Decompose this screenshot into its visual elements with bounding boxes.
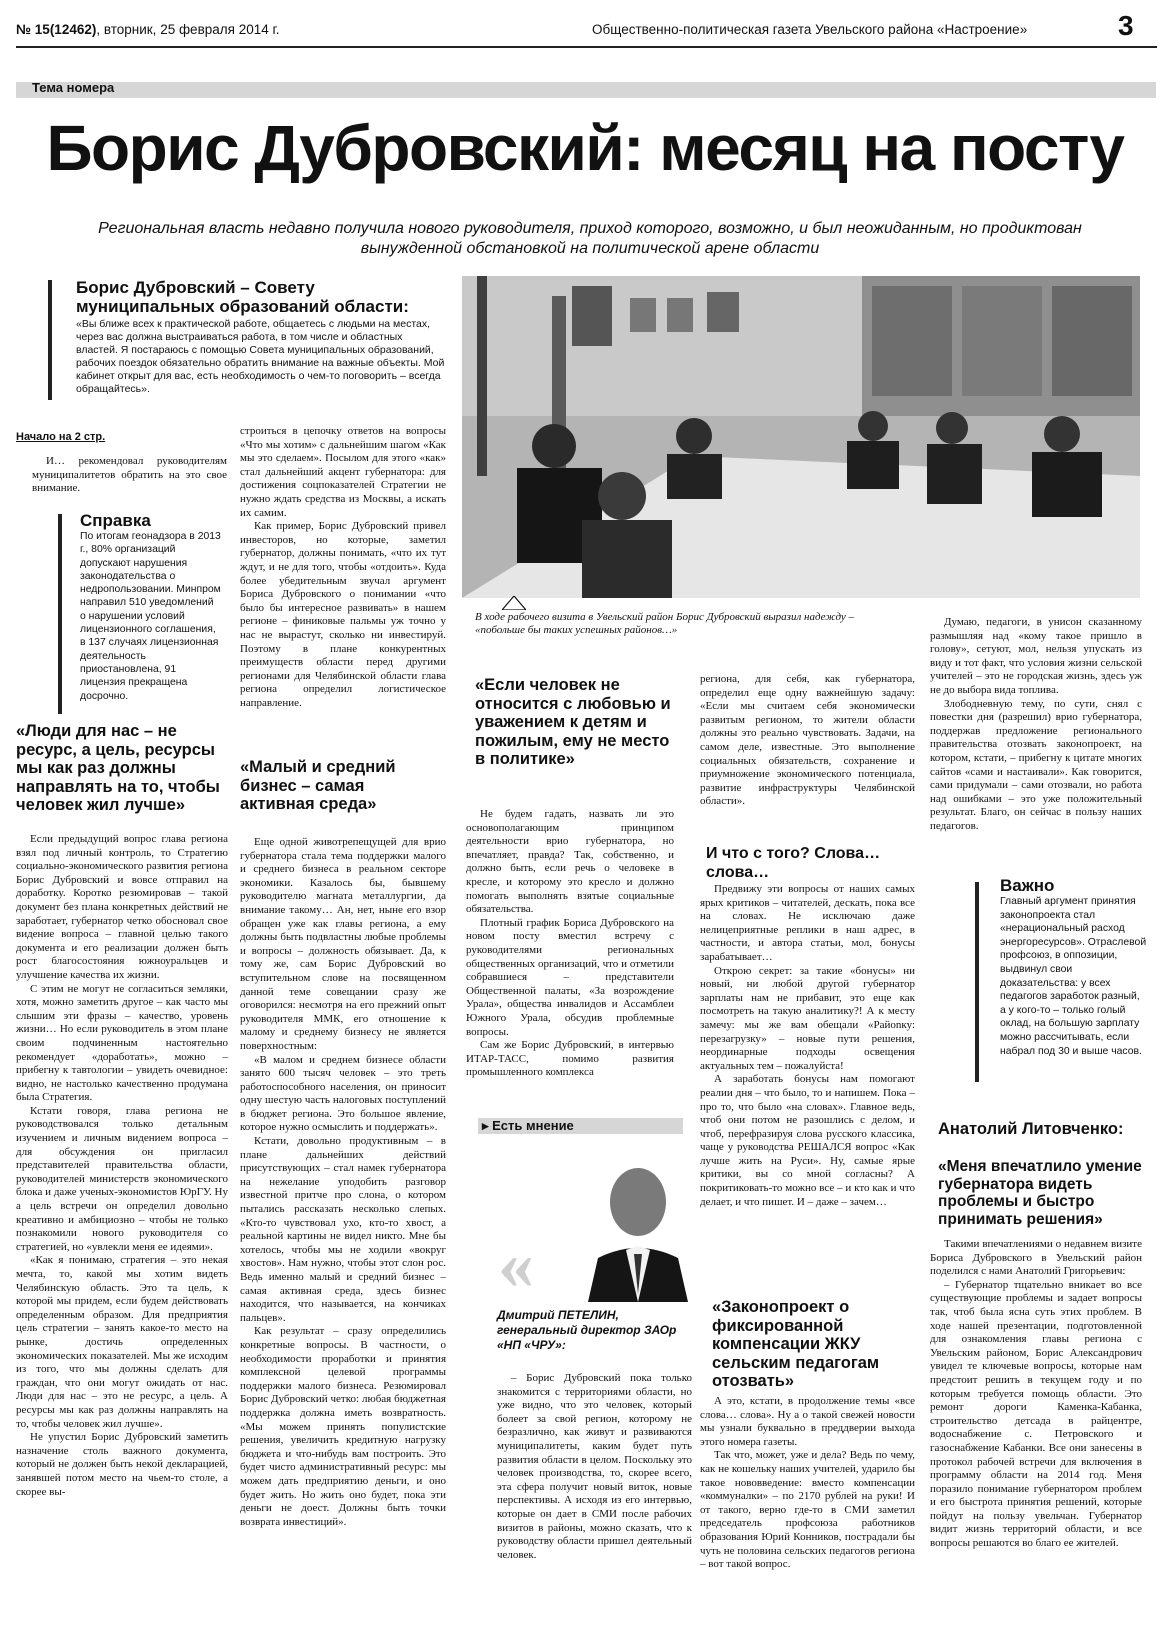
col4-p3: А заработать бонусы нам помогают реалии дня – что было, то и напишем. Пока – про то, что было «на словах». Главное ведь, чтоб они потом не разошлись с делом, и чтоб, перефразируя слова русского классика, чаще у руководства РЕШАЛСЯ вопрос «Как лучше жить на Руси». Ну, самые ярые критики, вы со мной согласны? А покритиковать-то можно все – и кто как и что делает, и что пишет. И – даже – зачем… — [700, 1073, 915, 1208]
col2-p1: Еще одной животрепещущей для врио губернатора стала тема поддержки малого и среднего бизнеса в реальном секторе экономики. Казалось бы, бывшему руководителю магната металлургии, да внимание такому… Ан, нет, ныне его взор обращен уже как главы региона, а ему должны быть подвластны любые проблемы и вопросы – должность обязывает. Да, к тому же, сам Борис Дубровский во вступительном слове на посвященном данной теме совещании сразу же оговорился: несмотря на его прежний опыт руководителя ММК, его отношение к малому и среднему бизнесу не является поверхностным: — [240, 836, 446, 1052]
col3-p3: Сам же Борис Дубровский, в интервью ИТАР-ТАСС, помимо развития промышленного комплекса — [466, 1039, 674, 1079]
col4-subhead: И что с того? Слова… слова… — [706, 845, 881, 881]
meeting-photo — [462, 276, 1140, 598]
important-title: Важно — [1000, 876, 1055, 895]
col3-p1: Не будем гадать, назвать ли это основополагающим принципом деятельности врио губернатора, но впечатляет, правда? Так, собственно, и должно быть, если речь о человеке в кресле, и которому это кресло и должно помогать выполнять взятые социальные обязательства. — [466, 808, 674, 916]
col5-top-p2: Злободневную тему, по сути, снял с повестки дня (разрешил) врио губернатора, поддержав предложение регионального правительства отозвать законопроект, на котором, кстати, – прибегну к цитате многих сайтов «сами и настаивали». Как говорится, сами придумали – сами отозвали, но работа над ошибками – это уже положительный результат. Благо, он сейчас в пользу наших педагогов. — [930, 697, 1142, 832]
col4-top-p1: региона, для себя, как губернатора, определил еще одну важнейшую задачу: «Если мы считаем себя экономически развитым регионом, то жители области должны это реально чувствовать. Задачи, на самом деле, известные. Это выполнение социальных обязательств, сохранение и приумножение экономического потенциала, развитие инфраструктуры Челябинской области». — [700, 673, 915, 808]
opinion-arrow-icon: ▸ — [482, 1118, 493, 1133]
col4-p5: Так что, может, уже и дела? Ведь по чему, как не кошельку наших учителей, ударило бы такое нововведение: вместо компенсации «коммуналки» – по 2170 рублей на руки! И от такого, верно где-то в СМИ заметил председатель профсоюза работников образования Юрий Конников, пострадали бы чуть не половина сельских педагогов региона – вот такой вопрос. — [700, 1449, 915, 1571]
col1-body — [16, 833, 228, 1499]
col4-subhead2: «Законопроект о фиксированной компенсации ЖКУ сельским педагогам отозвать» — [712, 1298, 880, 1391]
interview-quote: «Меня впечатлило умение губернатора видеть проблемы и быстро принимать решения» — [938, 1158, 1142, 1228]
col2-p2: «В малом и среднем бизнесе области занято 600 тысяч человек – это треть работоспособного населения, он приносит одну шестую часть налоговых поступлений в бюджет региона. Это большое явление, которое нужно осмыслить и поддержать». — [240, 1053, 446, 1134]
col4-p4: А это, кстати, в продолжение темы «все слова… слова». Ну а о такой свежей новости мы узнали буквально в преддверии выхода этого номера газеты. — [700, 1395, 915, 1448]
opinion-name: Дмитрий ПЕТЕЛИН, — [497, 1308, 619, 1322]
main-photo — [462, 276, 1140, 598]
col4-body2 — [700, 1395, 915, 1572]
col1-subhead: «Люди для нас – не ресурс, а цель, ресурсы мы как раз должны направлять на то, чтобы человек жил лучше» — [16, 722, 220, 815]
opinion-label — [482, 1118, 574, 1134]
col5-p1: Такими впечатлениями о недавнем визите Бориса Дубровского в Увельский район поделился с нами Анатолий Григорьевич: — [930, 1238, 1142, 1278]
issue-line — [16, 22, 280, 37]
page-number: 3 — [1118, 10, 1134, 41]
portrait-image — [580, 1154, 692, 1302]
issue-number: № 15(12462) — [16, 22, 97, 37]
col2-top-p1: строиться в цепочку ответов на вопросы «Что мы хотим» с дальнейшим шагом «Как мы это сделаем». Посылом для этого «как» стал дальнейший акцент губернатора: для достижения соцпоказателей Стратегии не нужно ждать средства из Москвы, а искать их самим. — [240, 425, 446, 519]
header-rule — [16, 46, 1157, 48]
opinion-author — [497, 1308, 687, 1353]
col1-intro-text: И… рекомендовал руководителям муниципалитетов обратить на это свое внимание. — [32, 455, 227, 495]
reference-box — [80, 512, 222, 703]
reference-title: Справка — [80, 511, 151, 530]
col4-p2: Открою секрет: за такие «бонусы» ни новый, ни любой другой губернатор зарплаты нам не прибавит, это еще как посмотреть на такую аналитику?! А к месту замечу: мы же вам обещали «Райоnку: перезагрузку» – новые пути решения, неординарные подходы освещения актуальных тем – пожалуйста! — [700, 964, 915, 1072]
continued-note: Начало на 2 стр. — [16, 431, 106, 443]
quote-box — [76, 278, 446, 396]
quote-text: «Вы ближе всех к практической работе, общаетесь с людьми на местах, через вас должна выстраиваться работа, в том числе и областных властей. Я постараюсь с помощью Совета муниципальных образований, рабочих поездок обязательно обратить внимание на важные объекты. Мой кабинет открыт для вас, есть необходимость о чем-то поговорить – всегда обращайтесь». — [76, 318, 445, 395]
quote-bar — [48, 280, 52, 400]
col5-top-p1: Думаю, педагоги, в унисон сказанному размышляя над «кому такое пришло в голову», сетуют, мол, нельзя упускать из виду и тот факт, что условия жизни сельской учителей – это не городская жизнь, здесь уж не до выбора вида топлива. — [930, 616, 1142, 696]
quote-mark-icon: « — [498, 1224, 534, 1304]
opinion-label-text: Есть мнение — [492, 1118, 574, 1133]
col4-body — [700, 883, 915, 1209]
interview-name: Анатолий Литовченко: — [938, 1120, 1124, 1138]
col5-body — [930, 1238, 1142, 1551]
col5-p2: – Губернатор тщательно вникает во все существующие проблемы и задает вопросы так, чтоб была ясна суть этих проблем. В ходе нашей презентации, подготовленной для ознакомления главы региона с Увельским районом, Борис Александрович увидел те ключевые вопросы, которые нам предстоит решить в текущем году и по которым требуется помощь области. Это ремонт дороги Каменка-Кабанка, строительство детсада в райцентре, водоснабжение с. Петровского и газоснабжение Кабанки. Все они занесены в протокол рабочей встречи для включения в программу области на 2014 год. Меня поразило понимание губернатором проблем и его быстрота принятия решений, которые пойдут на пользу увельчан. Губернатор видит жизнь территорий области, и все вопросы решаются во благо ее жителей. — [930, 1278, 1142, 1550]
important-text: Главный аргумент принятия законопроекта стал «нерациональный расход энергоресурсов». Отраслевой профсоюз, в оппозиции, выдвинул свои доказательства: у всех педагогов заработок разный, а у кого-то – только голый оклад, на большую зарплату можно рассчитывать, если набрал под 30 и выше часов. — [1000, 896, 1147, 1057]
col4-p1: Предвижу эти вопросы от наших самых ярых критиков – читателей, дескать, пока все на словах. Не исключаю даже нелицеприятные реплики в наш адрес, в частности, и автора статьи, мол, бонусы зарабатывает… — [700, 883, 915, 963]
col1-intro — [32, 455, 227, 496]
col3-p2: Плотный график Бориса Дубровского на новом посту вместил встречу с руководителями региональных общественных организаций, что и отметили собравшиеся – представители Общественной палаты, «За возрождение Урала», общества инвалидов и Ассамблеи Южного Урала, обсудив проблемные вопросы. — [466, 916, 674, 1038]
lead: Региональная власть недавно получила нового руководителя, приход которого, возможно, и был неожиданным, но продиктован вынужденной обстановкой на политической арене области — [98, 220, 1082, 257]
col1-p1: Если предыдущий вопрос глава региона взял под личный контроль, то Стратегию социально-экономического развития регионa Борис Дубровский и вовсе отправил на доработку. Коротко резюмировав – такой документ без плана конкретных действий не заработает, губернатор четко обосновал свое видение вопроса – главной целью такого документа и его реализации должен быть рост благосостояния южноуральцев и улучшение качества их жизни. — [16, 833, 228, 981]
opinion-p1: – Борис Дубровский пока только знакомится с территориями области, но уже видно, что это человек, который болеет за свой регион, которому не безразлично, как живут и развиваются муниципалитеты, каким будет путь развития области в целом. Поскольку это человек производства, то, скорее всего, эта сфера получит новый виток, новые перспективы. А исходя из его интервью, которые он дает в СМИ после рабочих визитов в районы, можно сказать, что к руководству области пришел деятельный человек. — [497, 1372, 692, 1561]
col3-subhead: «Если человек не относится с любовью и уважением к детям и пожилым, ему не место в политике» — [475, 676, 671, 769]
col2-p4: Как результат – сразу определились конкретные вопросы. В частности, о необходимости проработки и принятия комплексной целевой программы поддержки малого бизнеса. Резюмировал Борис Дубровский четко: любая бюджетная поддержка должна иметь возвратность. «Мы можем принять популистские решения, увеличить кредитную нагрузку бюджета и что-нибудь вам построить. Это будет чисто административный ресурс: мы можем дать предприятию деньги, и оно будет жить. Но жить оно будет, пока эти деньги не доест. Должны быть точки возврата инвестиций». — [240, 1325, 446, 1528]
col2-subhead: «Малый и средний бизнес – самая активная среда» — [240, 758, 396, 814]
section-label: Тема номера — [32, 80, 115, 95]
opinion-position: генеральный директор ЗАОр «НП «ЧРУ»: — [497, 1323, 677, 1352]
issue-date: , вторник, 25 февраля 2014 г. — [96, 22, 280, 37]
photo-caption: В ходе рабочего визита в Увельский район Борис Дубровский выразил надежду – «побольше бы таких успешных районов…» — [475, 611, 855, 636]
quote-title: Борис Дубровский – Совету муниципальных образований области: — [76, 278, 409, 316]
important-box — [1000, 877, 1148, 1058]
newspaper-name: Общественно-политическая газета Увельского района «Настроение» — [592, 22, 1028, 37]
col2-p3: Кстати, довольно продуктивным – в плане дальнейших действий присутствующих – стал намек губернатора на нежелание уподобить разговор известной притче про слона, о котором пытались рассказать несколько слепых. «Кто-то чувствовал ухо, кто-то хвост, а реальной картины не видел никто. Мне бы хотелось, чтобы мы не ходили «вокруг хвостов». Нам нужно, чтобы этот слон рос. Ведь именно малый и средний бизнес – самая активная среда, здесь бизнес находится, что называется, на кончиках пальцев». — [240, 1135, 446, 1324]
col5-top — [930, 616, 1142, 834]
col4-top — [700, 673, 915, 809]
important-bar — [975, 882, 979, 1082]
col1-p2: С этим не могут не согласиться земляки, хотя, можно заметить другое – как часто мы слышим эти фразы – качество, уровень жизни… Но если руководитель в этом плане своим подчиненным настоятельно рекомендует «доработать», можно – прибегну к тавтологии – увидеть очевидное: видно, не настолько качественно продумана была Стратегия. — [16, 982, 228, 1104]
headline: Борис Дубровский: месяц на посту — [46, 112, 1124, 184]
opinion-body — [497, 1372, 692, 1562]
col3-body — [466, 808, 674, 1080]
col1-p5: Не упустил Борис Дубровский заметить назначение столь важного документа, который не должен быть некой декларацией, занявшей потом место на чьем-то столе, а скорее вы- — [16, 1431, 228, 1498]
reference-text: По итогам геонадзора в 2013 г., 80% организаций допускают нарушения законодательства о недропользовании. Минпром направил 510 уведомлений о нарушении условий лицензионного соглашения, в 137 случаях лицензионная деятельность приостановлена, 91 лицензия прекращена досрочно. — [80, 531, 221, 702]
col1-p4: «Как я понимаю, стратегия – это некая мечта, то, какой мы хотим видеть Челябинскую область. Это та цель, к которой мы придем, если будем действовать определенным образом. Для предприятия цель стратегии – занять какое-то место на рынке, достичь определенных экономических показателей. Мы же исходим из того, что мы должны сделать для граждан, что они могут ожидать от нас. Люди для нас – это не ресурс, а цель. А ресурсы мы как раз должны направлять на то, чтобы человек жил лучше». — [16, 1254, 228, 1430]
section-bar — [16, 82, 1156, 98]
col2-top-p2: Как пример, Борис Дубровский привел инвесторов, но которые, заметил губернатор, должны понимать, «что их тут ждут, и не для того, чтобы «отдоить». Куда более убедительным звучал аргумент Бориса Дубровского о понимании «что было бы интересное развивать» в нашем регионе – финиковые пальмы уж точно у нас не вырастут, сколько ни инвестируй. Поэтому в плане конкурентных преимуществ области перед другими регионами для Челябинской области глава региона определил логистическое направление. — [240, 520, 446, 709]
opinion-portrait — [580, 1154, 692, 1302]
caption-pointer-icon — [502, 596, 526, 610]
col2-body — [240, 836, 446, 1529]
reference-bar — [58, 514, 62, 714]
col1-p3: Кстати говоря, глава региона не руководствовался только детальным изучением и личным видением вопроса – для обсуждения он пригласил представителей правительства области, руководителей министерств экономического блока и даже ученых-экономистов ЮрГУ. Ну а цель встречи он определил довольно креативно и амбициозно – чтобы не только познакомили нового руководителя со стратегией, но «увлекли меня ее идеями». — [16, 1104, 228, 1253]
col2-top — [240, 425, 446, 710]
